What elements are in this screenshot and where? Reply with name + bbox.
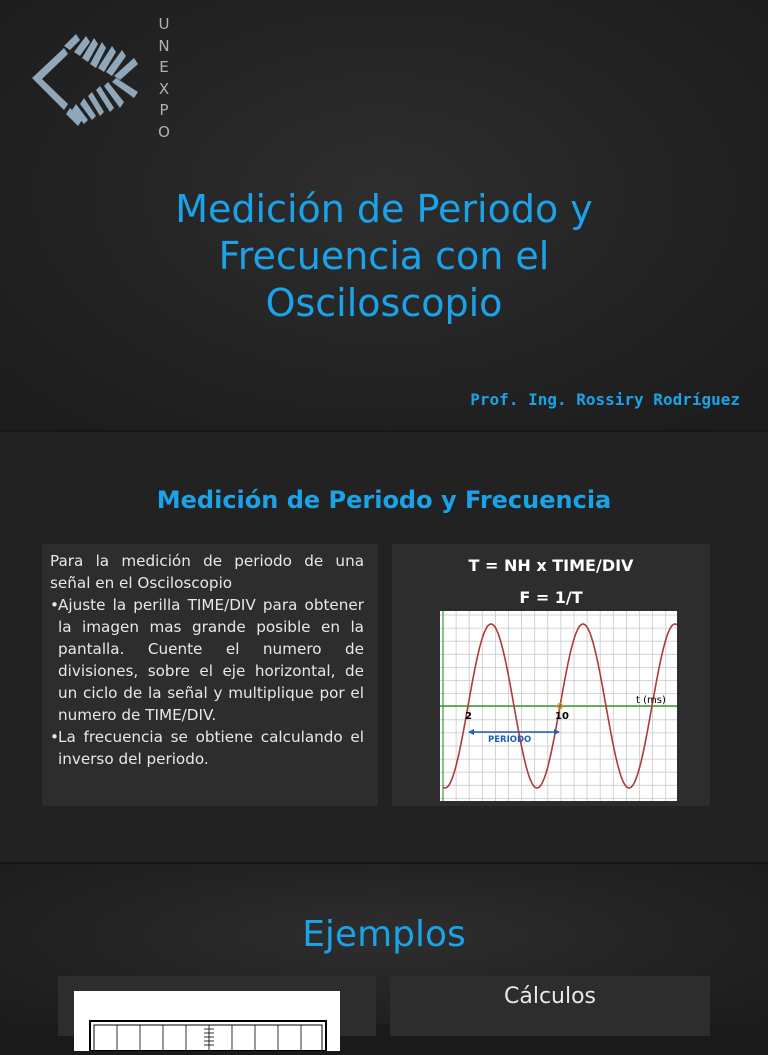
bullet-list — [50, 594, 364, 770]
frequency-formula: F = 1/T — [519, 588, 583, 607]
unexpo-logo — [24, 24, 144, 134]
calculations-panel — [390, 976, 710, 1036]
bullet-item: • La frecuencia se obtiene calculando el inverso del periodo. — [50, 728, 364, 768]
example-image-panel — [58, 976, 376, 1036]
intro-text: Para la medición de periodo de una señal en el Osciloscopio — [50, 552, 364, 592]
examples-heading: Ejemplos — [302, 914, 466, 955]
text-panel — [42, 544, 378, 806]
title-slide — [0, 0, 768, 432]
example-scope-image — [74, 991, 340, 1051]
bullet-item: • Ajuste la perilla TIME/DIV para obtener la imagen mas grande posible en la pantalla. Cuente el numero de divisiones, sobre el eje horizontal, de un ciclo de la señal y multiplique por el numero de TIME/DIV. — [50, 596, 364, 724]
slide-title: Medición de Periodo y Frecuencia con el Osciloscopio — [175, 187, 593, 325]
period-formula: T = NH x TIME/DIV — [468, 556, 634, 575]
logo-wordmark: U N E X P O — [158, 15, 170, 141]
tick-label: 2 — [465, 711, 472, 722]
arrow-head-right — [554, 729, 560, 735]
period-label: PERIODO — [488, 735, 532, 745]
content-slide — [0, 432, 768, 864]
author-name: Prof. Ing. Rossiry Rodríguez — [470, 390, 740, 409]
examples-slide — [0, 864, 768, 1024]
formula-panel — [392, 544, 710, 806]
tick-label: 10 — [555, 711, 569, 722]
oscilloscope-chart — [440, 611, 677, 801]
x-axis-label: t (ms) — [636, 695, 666, 706]
slide-heading: Medición de Periodo y Frecuencia — [156, 486, 612, 514]
calculations-title: Cálculos — [503, 984, 597, 1009]
